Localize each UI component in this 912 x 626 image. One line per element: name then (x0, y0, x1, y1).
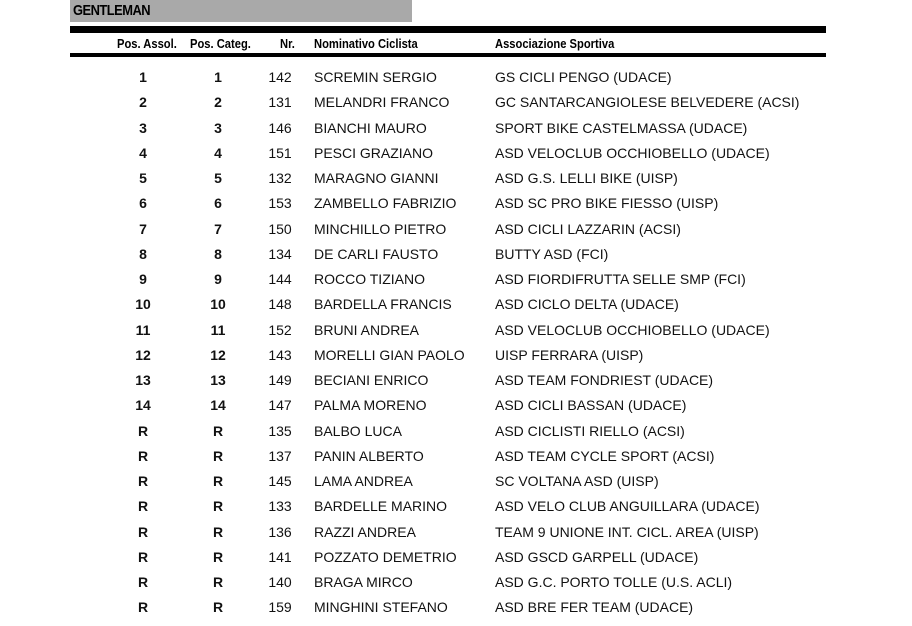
table-row (0, 473, 912, 498)
header-rule-bottom (70, 53, 826, 57)
table-row (0, 549, 912, 574)
table-row (0, 221, 912, 246)
table-row (0, 246, 912, 271)
name-cell: PANIN ALBERTO (314, 447, 424, 464)
name-cell: BARDELLE MARINO (314, 498, 448, 515)
header-pos-assol: Pos. Assol. (117, 36, 177, 51)
pos-categ-cell: R (212, 447, 224, 464)
team-cell: BUTTY ASD (FCI) (495, 245, 609, 262)
pos-categ-cell: R (212, 523, 224, 540)
table-row (0, 448, 912, 473)
pos-categ-cell: R (212, 574, 224, 590)
pos-assol-cell: R (137, 523, 149, 540)
nr-cell: 153 (268, 195, 292, 212)
header-pos-categ: Pos. Categ. (190, 36, 251, 51)
pos-categ-cell: R (212, 599, 224, 616)
pos-assol-cell: 1 (139, 69, 147, 85)
pos-categ-cell: 4 (214, 144, 222, 161)
section-title: GENTLEMAN (73, 2, 151, 19)
nr-cell: 151 (268, 144, 292, 161)
nr-cell: 147 (268, 397, 292, 414)
nr-cell: 142 (268, 69, 292, 85)
pos-assol-cell: 3 (139, 119, 147, 136)
team-cell: ASD VELOCLUB OCCHIOBELLO (UDACE) (495, 144, 770, 161)
team-cell: ASD VELOCLUB OCCHIOBELLO (UDACE) (495, 321, 770, 338)
nr-cell: 152 (268, 321, 292, 338)
team-cell: ASD G.C. PORTO TOLLE (U.S. ACLI) (495, 574, 733, 590)
name-cell: MARAGNO GIANNI (314, 170, 439, 186)
pos-categ-cell: 10 (210, 296, 226, 313)
pos-assol-cell: R (137, 548, 149, 565)
section-title-bar (70, 0, 412, 22)
table-row (0, 271, 912, 296)
nr-cell: 150 (268, 220, 292, 237)
pos-categ-cell: 14 (210, 397, 226, 414)
table-row (0, 322, 912, 347)
team-cell: ASD TEAM CYCLE SPORT (ACSI) (495, 447, 715, 464)
pos-assol-cell: 11 (135, 321, 151, 338)
pos-categ-cell: 5 (214, 170, 222, 186)
pos-assol-cell: 12 (135, 346, 151, 363)
pos-assol-cell: 9 (139, 271, 147, 287)
name-cell: PALMA MORENO (314, 397, 427, 414)
pos-assol-cell: 14 (135, 397, 151, 414)
nr-cell: 134 (268, 245, 292, 262)
table-row (0, 524, 912, 549)
name-cell: ROCCO TIZIANO (314, 271, 425, 287)
pos-assol-cell: R (137, 498, 149, 515)
nr-cell: 159 (268, 599, 292, 616)
team-cell: GS CICLI PENGO (UDACE) (495, 69, 672, 85)
pos-categ-cell: R (212, 473, 224, 489)
table-row (0, 120, 912, 145)
pos-assol-cell: 4 (139, 144, 147, 161)
team-cell: ASD CICLO DELTA (UDACE) (495, 296, 679, 313)
nr-cell: 140 (268, 574, 292, 590)
table-row (0, 574, 912, 599)
team-cell: ASD TEAM FONDRIEST (UDACE) (495, 372, 714, 388)
pos-assol-cell: 5 (139, 170, 147, 186)
name-cell: RAZZI ANDREA (314, 523, 416, 540)
table-row (0, 397, 912, 422)
pos-categ-cell: 8 (214, 245, 222, 262)
name-cell: BECIANI ENRICO (314, 372, 429, 388)
team-cell: ASD G.S. LELLI BIKE (UISP) (495, 170, 678, 186)
nr-cell: 146 (268, 119, 292, 136)
team-cell: TEAM 9 UNIONE INT. CICL. AREA (UISP) (495, 523, 759, 540)
pos-categ-cell: 11 (210, 321, 226, 338)
header-rule-top (70, 26, 826, 33)
name-cell: BALBO LUCA (314, 422, 402, 439)
header-nr: Nr. (280, 36, 295, 51)
name-cell: MORELLI GIAN PAOLO (314, 346, 465, 363)
nr-cell: 141 (268, 548, 292, 565)
name-cell: MELANDRI FRANCO (314, 94, 450, 111)
nr-cell: 145 (268, 473, 292, 489)
pos-assol-cell: 6 (139, 195, 147, 212)
name-cell: BRAGA MIRCO (314, 574, 413, 590)
pos-assol-cell: 8 (139, 245, 147, 262)
name-cell: PESCI GRAZIANO (314, 144, 434, 161)
table-row (0, 94, 912, 119)
table-row (0, 195, 912, 220)
nr-cell: 132 (268, 170, 292, 186)
table-row (0, 347, 912, 372)
nr-cell: 131 (268, 94, 292, 111)
nr-cell: 149 (268, 372, 292, 388)
name-cell: BARDELLA FRANCIS (314, 296, 452, 313)
team-cell: UISP FERRARA (UISP) (495, 346, 644, 363)
table-row (0, 372, 912, 397)
nr-cell: 133 (268, 498, 292, 515)
pos-categ-cell: 7 (214, 220, 222, 237)
table-row (0, 599, 912, 624)
pos-assol-cell: 13 (135, 372, 151, 388)
pos-categ-cell: R (212, 422, 224, 439)
name-cell: ZAMBELLO FABRIZIO (314, 195, 457, 212)
header-name: Nominativo Ciclista (314, 36, 418, 51)
pos-categ-cell: 9 (214, 271, 222, 287)
table-row (0, 170, 912, 195)
team-cell: GC SANTARCANGIOLESE BELVEDERE (ACSI) (495, 94, 800, 111)
table-row (0, 498, 912, 523)
pos-assol-cell: 7 (139, 220, 147, 237)
pos-assol-cell: R (137, 422, 149, 439)
team-cell: ASD CICLI LAZZARIN (ACSI) (495, 220, 681, 237)
team-cell: ASD CICLI BASSAN (UDACE) (495, 397, 687, 414)
name-cell: DE CARLI FAUSTO (314, 245, 439, 262)
nr-cell: 143 (268, 346, 292, 363)
nr-cell: 137 (268, 447, 292, 464)
team-cell: ASD VELO CLUB ANGUILLARA (UDACE) (495, 498, 760, 515)
name-cell: MINGHINI STEFANO (314, 599, 448, 616)
pos-categ-cell: 2 (214, 94, 222, 111)
name-cell: POZZATO DEMETRIO (314, 548, 457, 565)
pos-assol-cell: 10 (135, 296, 151, 313)
team-cell: ASD BRE FER TEAM (UDACE) (495, 599, 694, 616)
pos-assol-cell: R (137, 447, 149, 464)
nr-cell: 144 (268, 271, 292, 287)
pos-categ-cell: 13 (210, 372, 226, 388)
team-cell: ASD SC PRO BIKE FIESSO (UISP) (495, 195, 719, 212)
pos-categ-cell: 12 (210, 346, 226, 363)
name-cell: LAMA ANDREA (314, 473, 413, 489)
team-cell: SC VOLTANA ASD (UISP) (495, 473, 659, 489)
nr-cell: 135 (268, 422, 292, 439)
pos-categ-cell: R (212, 498, 224, 515)
pos-categ-cell: 6 (214, 195, 222, 212)
pos-categ-cell: 1 (214, 69, 222, 85)
team-cell: SPORT BIKE CASTELMASSA (UDACE) (495, 119, 748, 136)
name-cell: BRUNI ANDREA (314, 321, 420, 338)
table-row (0, 145, 912, 170)
nr-cell: 136 (268, 523, 292, 540)
pos-assol-cell: R (137, 574, 149, 590)
pos-categ-cell: R (212, 548, 224, 565)
name-cell: BIANCHI MAURO (314, 119, 427, 136)
team-cell: ASD FIORDIFRUTTA SELLE SMP (FCI) (495, 271, 746, 287)
pos-assol-cell: R (137, 473, 149, 489)
table-row (0, 423, 912, 448)
nr-cell: 148 (268, 296, 292, 313)
table-row (0, 296, 912, 321)
pos-categ-cell: 3 (214, 119, 222, 136)
name-cell: MINCHILLO PIETRO (314, 220, 447, 237)
header-team: Associazione Sportiva (495, 36, 615, 51)
team-cell: ASD CICLISTI RIELLO (ACSI) (495, 422, 685, 439)
table-row (0, 69, 912, 94)
name-cell: SCREMIN SERGIO (314, 69, 437, 85)
team-cell: ASD GSCD GARPELL (UDACE) (495, 548, 699, 565)
pos-assol-cell: 2 (139, 94, 147, 111)
pos-assol-cell: R (137, 599, 149, 616)
